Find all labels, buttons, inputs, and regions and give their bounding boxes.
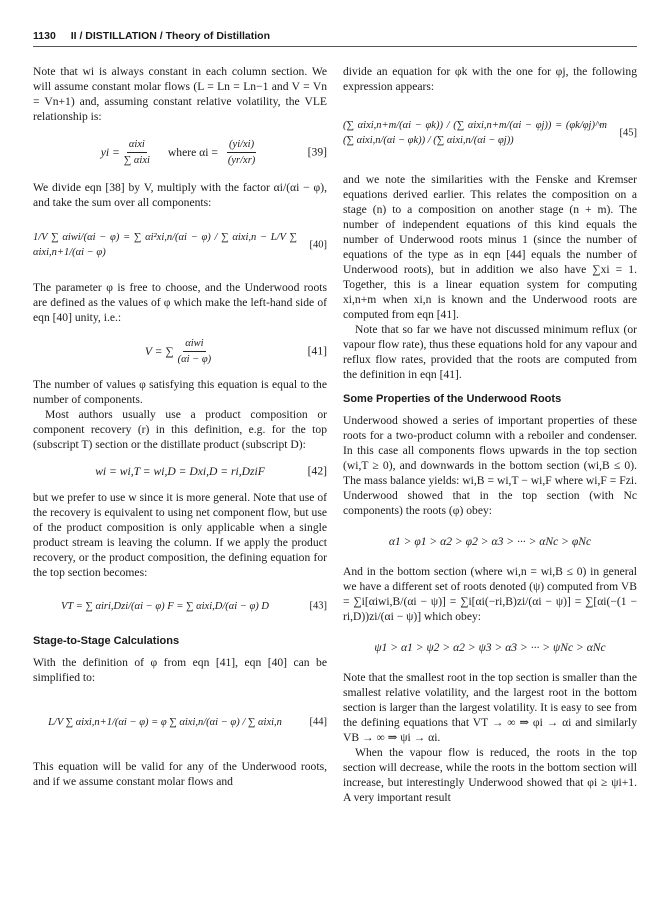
section-heading: Stage-to-Stage Calculations bbox=[33, 635, 180, 647]
equation-39: yi = $\frac{\text{αixi}}{\text{∑ αixi}}$ where αi = $\frac{(yi/xi)}{(yr/xr)}$ [39] bbox=[100, 138, 327, 166]
equation-45: (∑ αixi,n+m/(αi − φk)) / (∑ αixi,n+m/(αi − φj)) = (φk/φj)^m (∑ αixi,n/(αi − φk)) / (∑ αixi,n/(αi − φj)) [45] bbox=[343, 120, 637, 146]
paragraph: And in the bottom section (where wi,n = wi,B ≤ 0) in general we have a different set of roots denoted (ψ) computed from VB = ∑i[αiwi,B/(αi − ψ)] = ∑i[αi(−ri,B)zi/(αi − ψ)] = ∑[αi(−(1 − ri,D))zi/(αi − ψ)] which obey: bbox=[343, 565, 637, 623]
paragraph: Most authors usually use a product composition or component recovery (r) in this definition, e.g. for the top (subscript T) section or the distillate product (subscript D): bbox=[33, 408, 327, 451]
equation-40: 1/V ∑ αiwi/(αi − φ) = ∑ αi²xi,n/(αi − φ) / ∑ αixi,n − L/V ∑ αixi,n+1/(αi − φ) [40] bbox=[33, 232, 327, 258]
paragraph: divide an equation for φk with the one for φj, the following expression appears: bbox=[343, 65, 637, 93]
paragraph: Note that wi is always constant in each column section. We will assume constant molar flows (L = Ln = Ln−1 and V = Vn = Vn+1) and, assuming constant relative volatility, the VLE relationship is: bbox=[33, 65, 327, 123]
paragraph: and we note the similarities with the Fenske and Kremser equations derived earlier. This relates the composition on a stage (n) to a composition on another stage (n + m). The number of independent equations of this kind equals the number of Underwood roots minus 1 (since the number of equations of the type as in eqn [44] equals the number of Underwood roots), but in addition we also have ∑xi = 1. Together, this is a linear equation system for computing xi,n+m when xi,n is known and the Underwood roots are computed from eqn [41]. bbox=[343, 173, 637, 321]
section-heading: Some Properties of the Underwood Roots bbox=[343, 393, 562, 405]
paragraph: We divide eqn [38] by V, multiply with the factor αi/(αi − φ), and take the sum over all components: bbox=[33, 181, 327, 209]
running-title: II / DISTILLATION / Theory of Distillation bbox=[70, 30, 271, 42]
paragraph: With the definition of φ from eqn [41], eqn [40] can be simplified to: bbox=[33, 656, 327, 684]
left-column bbox=[33, 64, 327, 789]
paragraph: but we prefer to use w since it is more general. Note that use of the recovery is equivalent to using net component flow, but use of the product composition is only applicable when a single product stream is leaving the column. If we apply the product recovery, or the product composition, the defining equation for the top section becomes: bbox=[33, 491, 327, 579]
inequality-top-roots: α1 > φ1 > α2 > φ2 > α3 > ··· > αNc > φNc bbox=[388, 534, 592, 548]
equation-44: L/V ∑ αixi,n+1/(αi − φ) = φ ∑ αixi,n/(αi − φ) / ∑ αixi,n [44] bbox=[48, 716, 327, 728]
running-header bbox=[33, 30, 637, 47]
equation-number: [40] bbox=[309, 239, 327, 251]
paragraph: The parameter φ is free to choose, and the Underwood roots are defined as the values of φ which make the left-hand side of eqn [40] unity, i.e.: bbox=[33, 281, 327, 324]
equation-number: [44] bbox=[309, 716, 327, 728]
right-column bbox=[343, 64, 637, 805]
paragraph: Note that so far we have not discussed minimum reflux (or vapour flow rate), thus these equations hold for any vapour and reflux flow rates, provided that the roots are computed from the definition in eqn [41]. bbox=[343, 323, 637, 381]
equation-number: [42] bbox=[307, 464, 327, 478]
equation-42: wi = wi,T = wi,D = Dxi,D = ri,DziF [42] bbox=[95, 464, 327, 478]
equation-number: [41] bbox=[307, 344, 327, 358]
inequality-bottom-roots: ψ1 > α1 > ψ2 > α2 > ψ3 > α3 > ··· > ψNc > αNc bbox=[374, 640, 606, 654]
equation-number: [43] bbox=[309, 600, 327, 612]
paragraph: Underwood showed a series of important properties of these roots for a two-product column with a reboiler and condenser. In this case all components flows upwards in the top section (wi,T ≥ 0), and downwards in the bottom section (wi,B ≤ 0). The mass balance yields: wi,B = wi,T − wi,F where wi,F = Fzi. Underwood showed that in the top section (with Nc components) the roots (φ) obey: bbox=[343, 414, 637, 517]
paragraph: When the vapour flow is reduced, the roots in the top section will decrease, while the roots in the bottom section will increase, but interestingly Underwood showed that φi ≥ ψi+1. A very important result bbox=[343, 746, 637, 804]
equation-43: VT = ∑ αiri,Dzi/(αi − φ) F = ∑ αixi,D/(αi − φ) D [43] bbox=[60, 600, 327, 612]
page-number: 1130 bbox=[33, 30, 56, 42]
paragraph: Note that the smallest root in the top section is smaller than the smallest relative volatility, and the largest root in the bottom section is larger than the largest volatility. It is easy to see from the defining equations that VT → ∞ ⇒ φi → αi and similarly VB → ∞ ⇒ ψi → αi. bbox=[343, 671, 637, 744]
equation-number: [45] bbox=[619, 127, 637, 139]
equation-number: [39] bbox=[307, 145, 327, 159]
equation-41: V = ∑ $\frac{\text{αiwi}}{(\alpha i - \varphi)}$ [41] bbox=[144, 337, 327, 365]
paragraph: The number of values φ satisfying this equation is equal to the number of components. bbox=[33, 378, 327, 406]
paragraph: This equation will be valid for any of the Underwood roots, and if we assume constant molar flows and bbox=[33, 760, 327, 788]
